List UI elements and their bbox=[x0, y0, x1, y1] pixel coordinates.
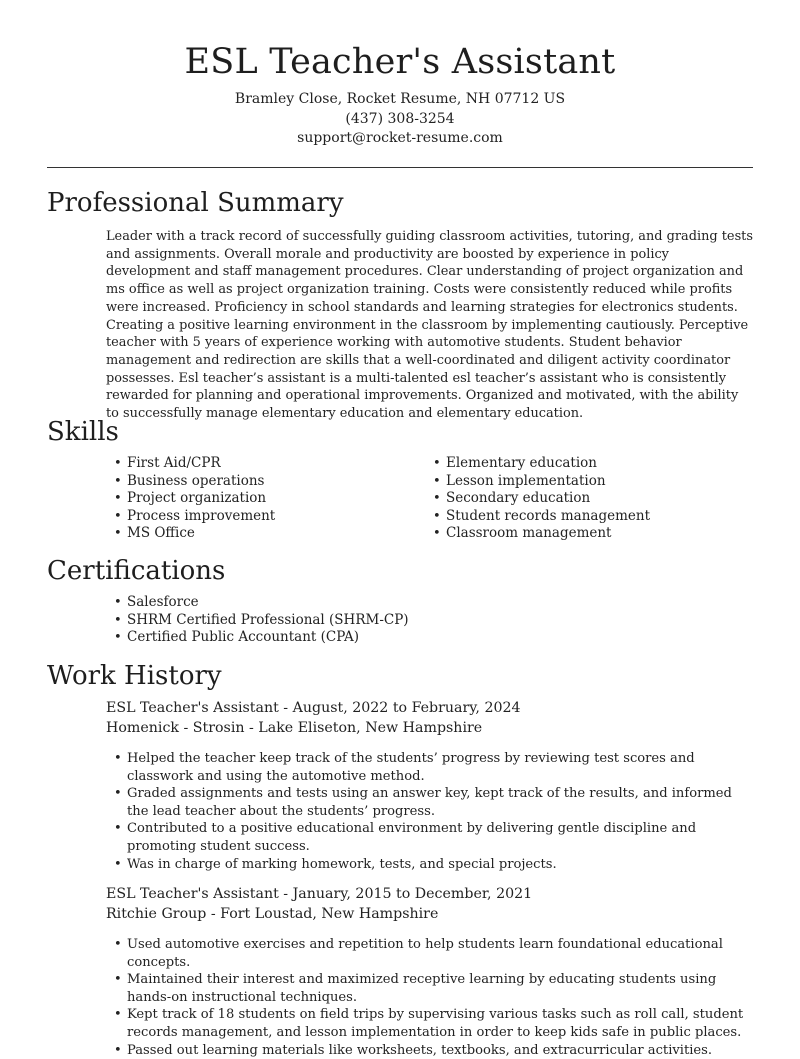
skill-item: • Lesson implementation bbox=[425, 473, 725, 491]
address: Bramley Close, Rocket Resume, NH 07712 US bbox=[234, 91, 566, 107]
skill-item: • Student records management bbox=[425, 508, 725, 526]
summary-heading: Professional Summary bbox=[47, 188, 344, 218]
resume-header bbox=[0, 0, 800, 149]
certifications-heading: Certifications bbox=[47, 556, 226, 586]
job-duty: • Used automotive exercises and repetition to help students learn foundational educational concepts. bbox=[106, 936, 754, 971]
skill-item: • MS Office bbox=[106, 525, 406, 543]
skill-item: • Secondary education bbox=[425, 490, 725, 508]
job-duty: • Helped the teacher keep track of the students’ progress by reviewing test scores and classwork and using the automotive method. bbox=[106, 750, 754, 785]
job-duty: • Passed out learning materials like worksheets, textbooks, and extracurricular activities. bbox=[106, 1042, 754, 1059]
candidate-name: ESL Teacher's Assistant bbox=[184, 42, 616, 82]
work-history-heading: Work History bbox=[47, 661, 222, 691]
skill-item: • Project organization bbox=[106, 490, 406, 508]
job-duty: • Contributed to a positive educational environment by delivering gentle discipline and promoting student success. bbox=[106, 820, 754, 855]
skill-item: • Business operations bbox=[106, 473, 406, 491]
phone: (437) 308-3254 bbox=[345, 110, 455, 127]
skills-heading: Skills bbox=[47, 417, 119, 447]
skill-item: • Classroom management bbox=[425, 525, 725, 543]
skills-list-left bbox=[106, 455, 406, 543]
certifications-list bbox=[106, 594, 409, 647]
job-duty: • Kept track of 18 students on field trips by supervising various tasks such as roll call, student records management, and lesson implementation in order to keep kids safe in public places. bbox=[106, 1006, 754, 1041]
header-divider bbox=[47, 167, 753, 168]
skill-item: • First Aid/CPR bbox=[106, 455, 406, 473]
job-entry bbox=[106, 884, 754, 1059]
summary-text: Leader with a track record of successfully guiding classroom activities, tutoring, and grading tests and assignments. Overall morale and productivity are boosted by experience in policy development and staff management procedures. Clear understanding of project organization and ms office as well as project organization training. Costs were consistently reduced while profits were increased. Proficiency in school standards and learning strategies for electronics students. Creating a positive learning environment in the classroom by implementing cautiously. Perceptive teacher with 5 years of experience working with automotive students. Student behavior management and redirection are skills that a well-coordinated and diligent activity coordinator possesses. Esl teacher’s assistant is a multi-talented esl teacher’s assistant who is consistently rewarded for planning and operational improvements. Organized and motivated, with the ability to successfully manage elementary education and elementary education. bbox=[106, 229, 753, 422]
certification-item: • Salesforce bbox=[106, 594, 409, 612]
contact-info bbox=[0, 90, 800, 149]
skill-item: • Elementary education bbox=[425, 455, 725, 473]
job-company: Homenick - Strosin - Lake Eliseton, New Hampshire bbox=[106, 720, 483, 736]
job-company: Ritchie Group - Fort Loustad, New Hampshire bbox=[106, 906, 439, 922]
job-duties bbox=[106, 936, 754, 1059]
job-duty: • Was in charge of marking homework, tests, and special projects. bbox=[106, 856, 754, 874]
email: support@rocket-resume.com bbox=[297, 130, 503, 146]
job-duties bbox=[106, 750, 754, 873]
job-entry bbox=[106, 698, 754, 873]
skill-item: • Process improvement bbox=[106, 508, 406, 526]
job-title: ESL Teacher's Assistant - August, 2022 to February, 2024 bbox=[106, 700, 521, 716]
skills-list-right bbox=[425, 455, 725, 543]
job-duty: • Graded assignments and tests using an answer key, kept track of the results, and informed the lead teacher about the students’ progress. bbox=[106, 785, 754, 820]
certification-item: • Certified Public Accountant (CPA) bbox=[106, 629, 409, 647]
certification-item: • SHRM Certified Professional (SHRM-CP) bbox=[106, 612, 409, 630]
job-title: ESL Teacher's Assistant - January, 2015 to December, 2021 bbox=[106, 886, 533, 902]
job-duty: • Maintained their interest and maximized receptive learning by educating students using hands-on instructional techniques. bbox=[106, 971, 754, 1006]
